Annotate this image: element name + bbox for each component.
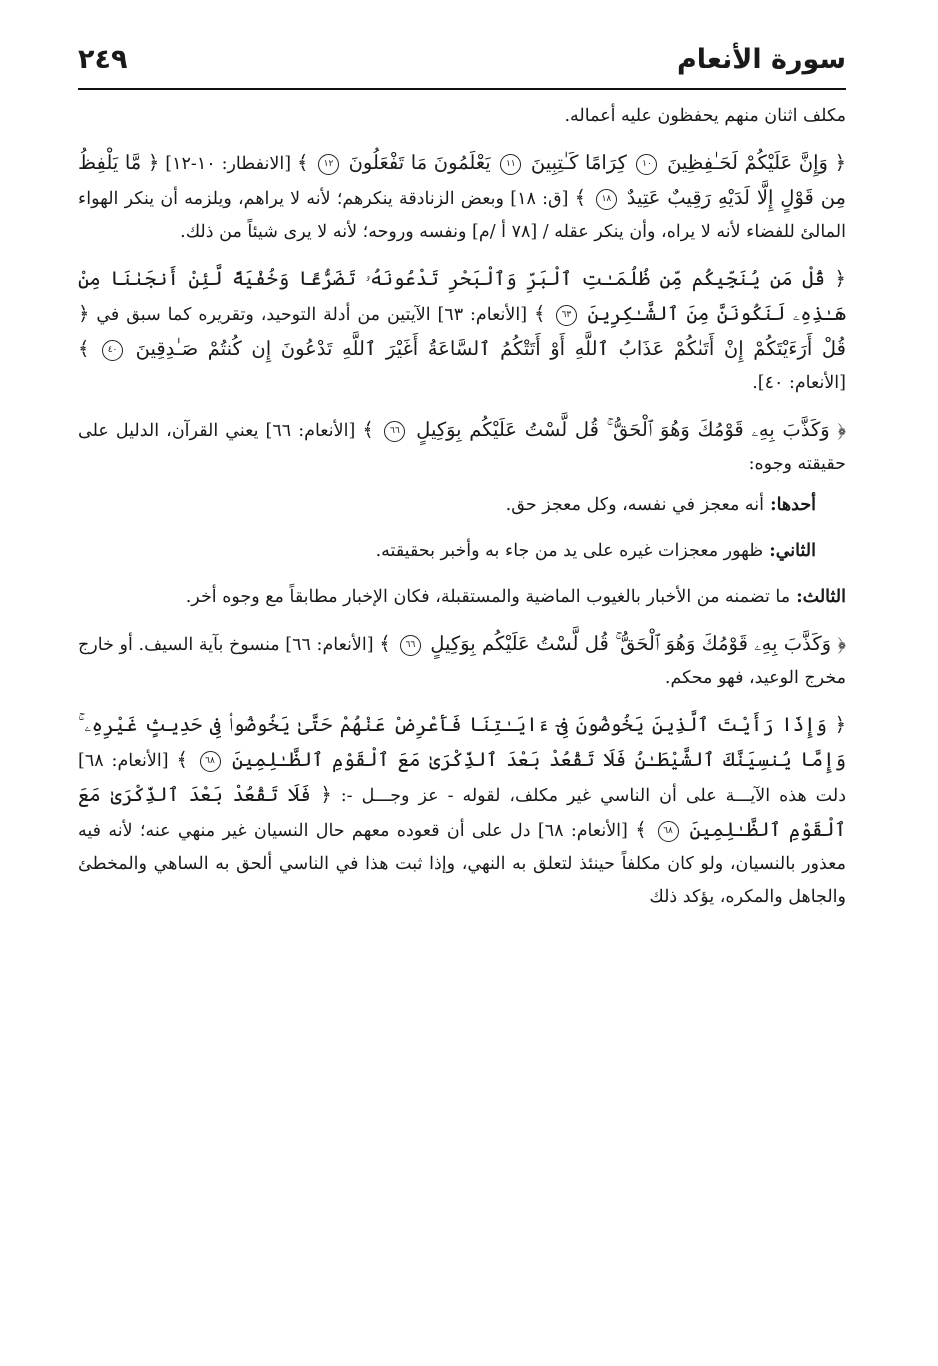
- paragraph: [78, 489, 846, 522]
- quran-verse: ﴿ قُلْ مَن يُنَجِّيكُم مِّن ظُلُمَـٰتِ ٱلْبَرِّ وَٱلْبَحْرِ تَدْعُونَهُۥ تَضَرُّعًا وَخُفْيَةً لَّئِنْ أَنجَىٰنَا مِنْ هَـٰذِهِۦ لَنَكُونَنَّ مِنَ ٱلشَّـٰكِرِينَ: [78, 267, 847, 325]
- quran-verse: ﴾: [78, 337, 100, 360]
- body-text: [78, 100, 846, 927]
- ayah-number-icon: ٦٦: [400, 635, 421, 656]
- book-page: [78, 38, 847, 907]
- quran-verse: ﴾: [574, 186, 593, 209]
- quran-verse: ﴿ قُلْ أَرَءَيْتَكُمْ إِنْ أَتَىٰكُمْ عَذَابُ ٱللَّهِ أَوْ أَتَتْكُمُ ٱلسَّاعَةُ أَغَيْرَ ٱللَّهِ تَدْعُونَ إِن كُنتُمْ صَـٰدِقِينَ: [78, 302, 846, 360]
- quran-verse: ﴾: [635, 818, 655, 841]
- quran-verse: ﴿ فَلَا تَقْعُدْ بَعْدَ ٱلذِّكْرَىٰ مَعَ ٱلْقَوْمِ ٱلظَّـٰلِمِينَ: [78, 783, 846, 841]
- paragraph: [78, 581, 846, 614]
- quran-verse: كِرَامًا كَـٰتِبِينَ: [524, 151, 634, 174]
- ayah-number-icon: ١١: [500, 154, 521, 175]
- point-label: الثالث:: [790, 587, 846, 607]
- ayah-number-icon: ٦٣: [556, 305, 577, 326]
- quran-verse: ﴿ وَإِذَا رَأَيْتَ ٱلَّذِينَ يَخُوضُونَ فِىٓ ءَايَـٰتِنَا فَأَعْرِضْ عَنْهُمْ حَتَّىٰ يَخُوضُوا۟ فِى حَدِيثٍ غَيْرِهِۦ ۚ وَإِمَّا يُنسِيَنَّكَ ٱلشَّيْطَـٰنُ فَلَا تَقْعُدْ بَعْدَ ٱلذِّكْرَىٰ مَعَ ٱلْقَوْمِ ٱلظَّـٰلِمِينَ: [78, 713, 847, 771]
- page-header: [78, 38, 846, 90]
- paragraph-text: أنه معجز في نفسه، وكل معجز حق.: [505, 495, 765, 515]
- point-label: أحدها:: [764, 495, 816, 515]
- paragraph: [78, 627, 846, 695]
- quran-verse: ﴾: [176, 748, 197, 771]
- ayah-number-icon: ١٢: [318, 154, 339, 175]
- paragraph-text: [الأنعام: ٦٦] منسوخ بآية السيف. أو خارج مخرج الوعيد، فهو محكم.: [78, 635, 846, 688]
- paragraph: [78, 100, 846, 133]
- quran-verse: ﴾: [362, 418, 382, 441]
- ayah-number-icon: ٦٨: [200, 751, 221, 772]
- paragraph-text: [الأنعام: ٦٦] يعني القرآن، الدليل على حقيقته وجوه:: [78, 421, 846, 474]
- page-number: ٢٤٩: [78, 44, 128, 75]
- ayah-number-icon: ١٠: [636, 154, 657, 175]
- paragraph-text: [الأنعام: ٦٨] دلت هذه الآيـــة على أن الناسي غير مكلف، لقوله - عز وجـــل -:: [78, 751, 846, 806]
- surah-title: سورة الأنعام: [676, 44, 846, 75]
- quran-verse: يَعْلَمُونَ مَا تَفْعَلُونَ: [342, 151, 498, 174]
- ayah-number-icon: ٦٦: [384, 421, 405, 442]
- paragraph-text: [ق: ١٨] وبعض الزنادقة ينكرهم؛ لأنه لا يراهم، ويلزمه أن ينكر الهواء المالئ للفضاء لأنه لا يراه، وأن ينكر عقله / [٧٨ أ /م] ونفسه وروحه؛ لأنه لا يرى شيئاً من ذلك.: [78, 189, 846, 242]
- quran-verse: ﴾: [296, 151, 316, 174]
- quran-verse: ﴿ وَإِنَّ عَلَيْكُمْ لَحَـٰفِظِينَ: [660, 151, 847, 174]
- quran-verse: ﴾: [379, 632, 397, 655]
- quran-verse: ﴿ وَكَذَّبَ بِهِۦ قَوْمُكَ وَهُوَ ٱلْحَقُّ ۚ قُل لَّسْتُ عَلَيْكُم بِوَكِيلٍ: [423, 632, 847, 655]
- point-label: الثاني:: [763, 541, 816, 561]
- paragraph-text: [الانفطار: ١٠-١٢]: [159, 154, 297, 174]
- paragraph: [78, 146, 846, 249]
- ayah-number-icon: ٤٠: [102, 340, 123, 361]
- paragraph-text: ما تضمنه من الأخبار بالغيوب الماضية والمستقبلة، فكان الإخبار مطابقاً مع وجوه أخر.: [185, 587, 791, 607]
- ayah-number-icon: ١٨: [596, 189, 617, 210]
- paragraph: [78, 708, 846, 914]
- paragraph-text: مكلف اثنان منهم يحفظون عليه أعماله.: [564, 106, 846, 126]
- paragraph: [78, 262, 846, 400]
- quran-verse: ﴿ وَكَذَّبَ بِهِۦ قَوْمُكَ وَهُوَ ٱلْحَقُّ ۚ قُل لَّسْتُ عَلَيْكُم بِوَكِيلٍ: [408, 418, 847, 441]
- paragraph-text: [الأنعام: ٤٠].: [752, 373, 846, 393]
- paragraph-text: [الأنعام: ٦٨] دل على أن قعوده معهم حال النسيان غير منهي عنه؛ لأنه فيه معذور بالنسيان، ولو كان مكلفاً حينئذ لتعلق به النهي، وإذا ثبت هذا في الناسي ألحق به الساهي والمخطئ والجاهل والمكره، يؤكد ذلك: [78, 821, 846, 907]
- ayah-number-icon: ٦٨: [658, 821, 679, 842]
- quran-verse: ﴾: [533, 302, 553, 325]
- paragraph-text: ظهور معجزات غيره على يد من جاء به وأخبر بحقيقته.: [375, 541, 764, 561]
- paragraph: [78, 535, 846, 568]
- paragraph: [78, 413, 846, 481]
- paragraph-text: [الأنعام: ٦٣] الآيتين من أدلة التوحيد، وتقريره كما سبق في: [89, 305, 534, 325]
- quran-verse: ﴿ مَّا يَلْفِظُ مِن قَوْلٍ إِلَّا لَدَيْهِ رَقِيبٌ عَتِيدٌ: [78, 151, 846, 209]
